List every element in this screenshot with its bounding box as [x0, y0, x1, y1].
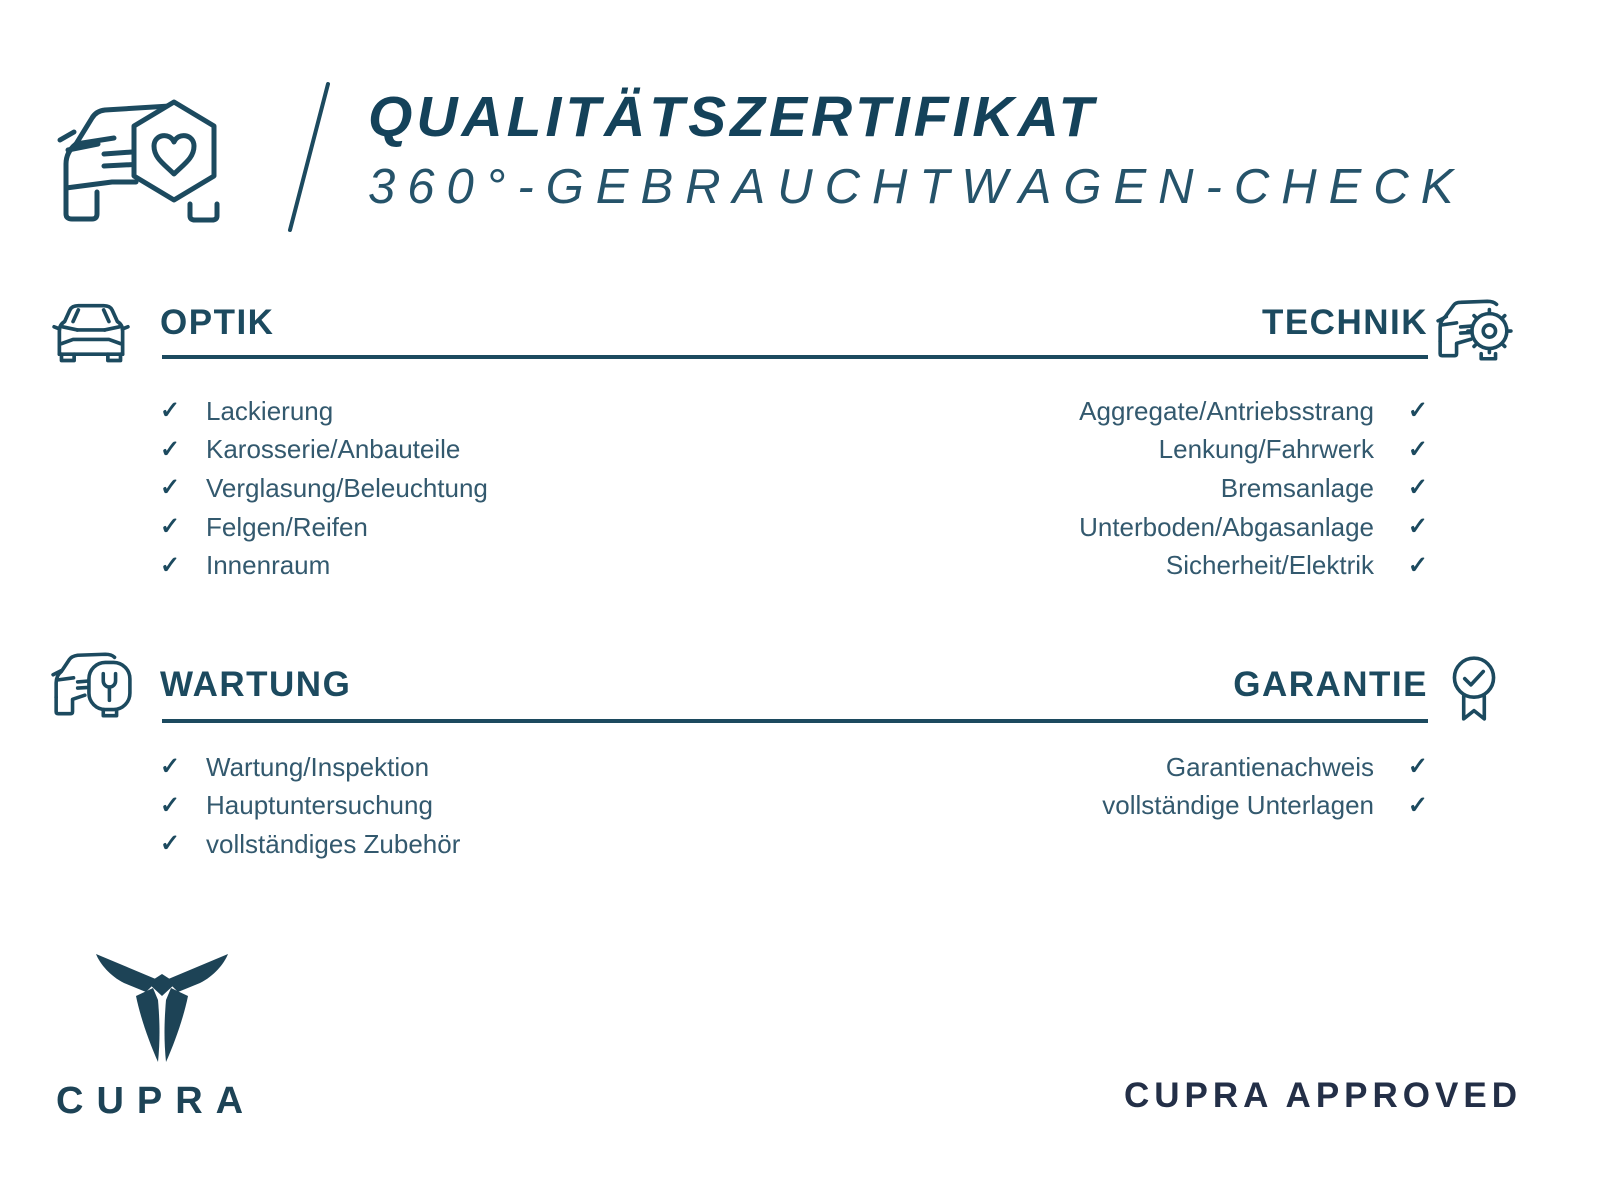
check-item-label: Unterboden/Abgasanlage [1079, 511, 1374, 542]
cupra-wordmark: CUPRA [56, 1080, 257, 1122]
check-item [160, 825, 460, 864]
check-item [1102, 748, 1428, 787]
check-item [1079, 508, 1428, 547]
car-front-icon [52, 299, 130, 363]
check-icon: ✓ [160, 474, 181, 502]
check-item-label: Sicherheit/Elektrik [1165, 550, 1374, 581]
check-icon: ✓ [1407, 474, 1428, 502]
section-title-garantie: GARANTIE [1233, 665, 1428, 704]
check-item-label: Hauptuntersuchung [206, 790, 433, 821]
check-item [1079, 431, 1428, 470]
section-divider-line [162, 719, 1428, 723]
header-titles [368, 85, 1466, 214]
optik-checklist [160, 392, 488, 585]
car-heart-hexagon-icon [52, 86, 232, 226]
check-icon: ✓ [160, 753, 181, 781]
car-wrench-icon [50, 648, 134, 724]
check-item [1079, 546, 1428, 585]
slash-divider [284, 82, 332, 232]
check-icon: ✓ [160, 551, 181, 579]
check-item [1079, 469, 1428, 508]
check-icon: ✓ [1407, 753, 1428, 781]
check-icon: ✓ [160, 791, 181, 819]
page-title: QUALITÄTSZERTIFIKAT [368, 85, 1098, 149]
check-item-label: Karosserie/Anbauteile [206, 434, 461, 465]
check-item [160, 748, 460, 787]
cupra-bull-logo [92, 950, 232, 1070]
section-divider-line [162, 355, 1428, 359]
section-title-wartung: WARTUNG [160, 665, 352, 704]
check-icon: ✓ [1407, 397, 1428, 425]
check-item-label: Lackierung [206, 395, 334, 426]
section-title-technik: TECHNIK [1261, 303, 1428, 342]
check-icon: ✓ [1407, 513, 1428, 541]
technik-checklist [1079, 392, 1428, 585]
check-item-label: vollständige Unterlagen [1102, 790, 1374, 821]
garantie-checklist [1102, 748, 1428, 825]
check-item-label: Bremsanlage [1220, 472, 1374, 503]
check-item [1102, 787, 1428, 826]
check-icon: ✓ [160, 435, 181, 463]
check-icon: ✓ [160, 397, 181, 425]
check-item [1079, 392, 1428, 431]
section-title-optik: OPTIK [160, 303, 275, 342]
check-item-label: Garantienachweis [1165, 751, 1374, 782]
wartung-checklist [160, 748, 460, 864]
check-item-label: vollständiges Zubehör [206, 828, 461, 859]
award-badge-icon [1446, 654, 1502, 724]
check-item-label: Verglasung/Beleuchtung [206, 472, 488, 503]
check-item [160, 469, 488, 508]
page-subtitle: 360°-GEBRAUCHTWAGEN-CHECK [368, 159, 1466, 214]
check-item [160, 431, 488, 470]
check-item [160, 392, 488, 431]
cupra-approved-label: CUPRA APPROVED [1123, 1076, 1522, 1115]
check-icon: ✓ [160, 830, 181, 858]
check-icon: ✓ [1407, 435, 1428, 463]
check-item-label: Felgen/Reifen [206, 511, 368, 542]
check-item-label: Wartung/Inspektion [206, 751, 430, 782]
check-icon: ✓ [1407, 791, 1428, 819]
check-item-label: Lenkung/Fahrwerk [1158, 434, 1374, 465]
check-icon: ✓ [1407, 551, 1428, 579]
check-item [160, 546, 488, 585]
check-icon: ✓ [160, 513, 181, 541]
car-gear-icon [1434, 296, 1514, 362]
check-item-label: Innenraum [206, 550, 331, 581]
check-item [160, 787, 460, 826]
check-item-label: Aggregate/Antriebsstrang [1079, 395, 1374, 426]
check-item [160, 508, 488, 547]
